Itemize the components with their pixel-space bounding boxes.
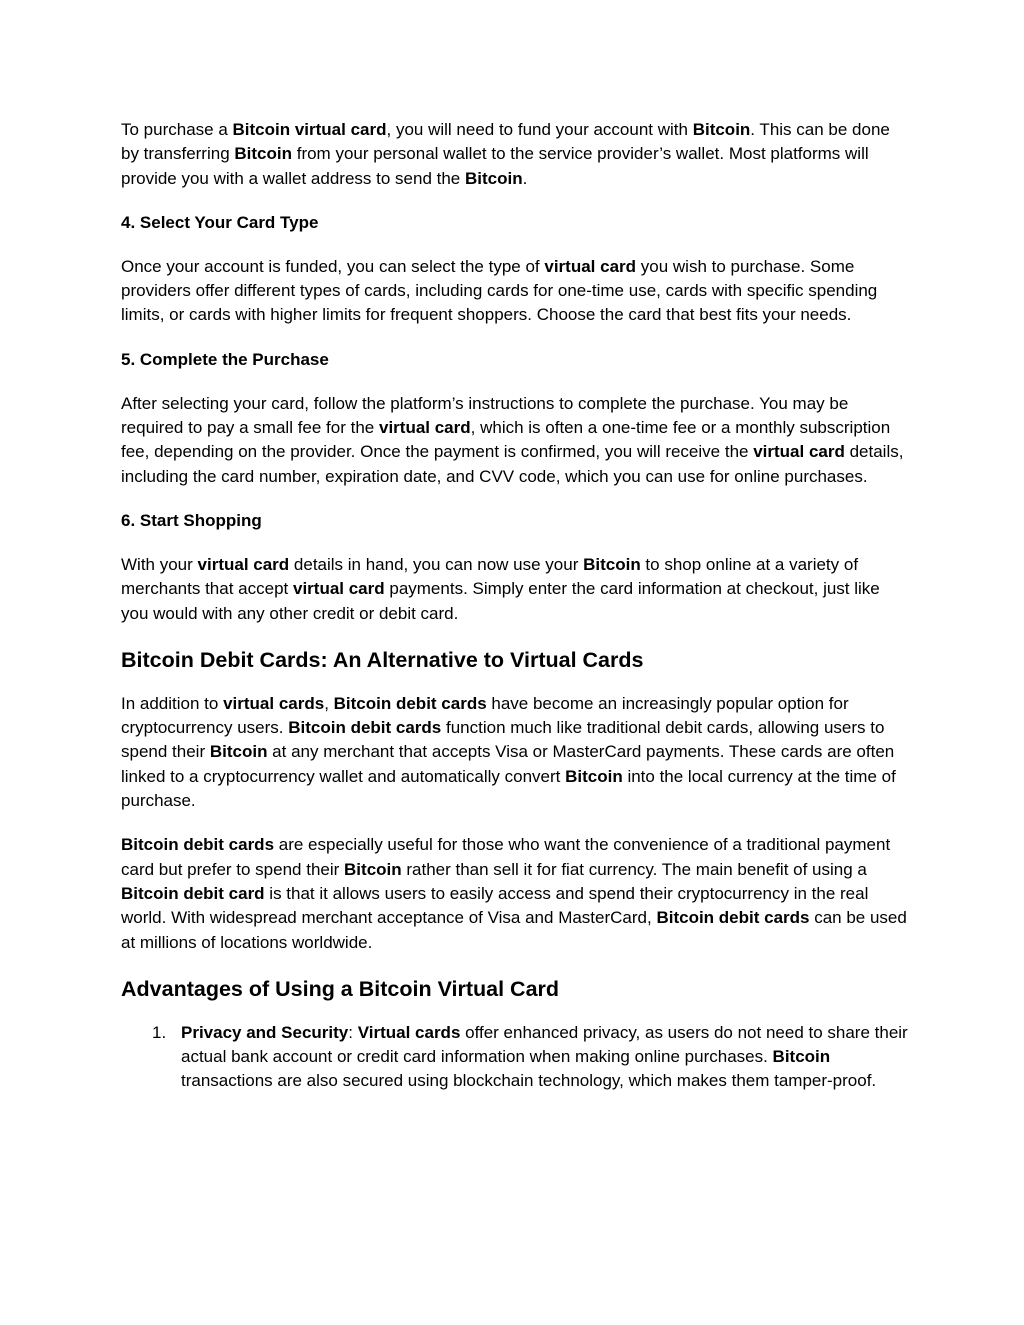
document-page [121, 118, 911, 1094]
text-span: is that it allows users to easily access and spend their cryptocurrency in the real world. With widespread merchant acceptance of Visa and MasterCard, [121, 883, 869, 928]
bold-term: Bitcoin [692, 120, 751, 139]
text-span: details in hand, you can now use your [289, 554, 584, 574]
bold-term: Bitcoin debit cards [656, 908, 810, 928]
bold-term: virtual card [197, 554, 290, 574]
text-span: transactions are also secured using blockchain technology, which makes them tamper-proof. [181, 1071, 877, 1091]
text-span: into the local currency at the time of purchase. [121, 766, 896, 811]
bold-term: virtual cards [223, 693, 325, 713]
heading-select-card-type: 4. Select Your Card Type [121, 212, 319, 232]
heading-bitcoin-debit-cards: Bitcoin Debit Cards: An Alternative to Virtual Cards [121, 647, 644, 672]
text-span: from your personal wallet to the service provider’s wallet. Most platforms will provide you with a wallet address to send the [121, 144, 869, 188]
bold-term: Bitcoin debit cards [121, 835, 275, 855]
heading-advantages: Advantages of Using a Bitcoin Virtual Card [121, 976, 560, 1001]
text-span: at any merchant that accepts Visa or MasterCard payments. These cards are often linked to a cryptocurrency wallet and automatically convert [121, 742, 895, 786]
text-span: you wish to purchase. Some providers offer different types of cards, including cards for one-time use, cards with specific spending limits, or cards with higher limits for frequent shoppers. Choose the card that best fits your needs. [121, 256, 878, 325]
bold-term: virtual card [753, 442, 845, 462]
text-span: In addition to [121, 693, 224, 713]
text-span: , which is often a one-time fee or a monthly subscription fee, depending on the provider. Once the payment is confirmed, you will receive the [121, 418, 891, 462]
bold-term: virtual card [378, 418, 471, 438]
bold-term: Bitcoin [772, 1047, 831, 1067]
bold-term: Bitcoin [565, 766, 623, 786]
paragraph-debit-cards-benefits [121, 833, 911, 954]
text-span: Once your account is funded, you can select the type of [121, 256, 545, 276]
text-span: After selecting your card, follow the platform’s instructions to complete the purchase. You may be required to pay a small fee for the [121, 393, 849, 438]
bold-term: Bitcoin [234, 144, 292, 164]
list-item-number: 1. [152, 1022, 167, 1042]
text-span: are especially useful for those who want the convenience of a traditional payment card but prefer to spend their [121, 835, 891, 879]
bold-term: Bitcoin debit cards [333, 693, 487, 713]
text-span: With your [121, 554, 198, 574]
paragraph-select-card [121, 255, 911, 328]
heading-complete-purchase: 5. Complete the Purchase [121, 349, 329, 369]
text-span: function much like traditional debit cards, allowing users to spend their [121, 718, 885, 762]
bold-term: Bitcoin [464, 168, 523, 188]
bold-term: virtual card [292, 579, 385, 599]
text-span: payments. Simply enter the card information at checkout, just like you would with any other credit or debit card. [121, 579, 880, 623]
text-span: , [324, 693, 334, 713]
text-span: can be used at millions of locations worldwide. [121, 908, 907, 952]
list-item [152, 1021, 911, 1094]
text-span: . This can be done by transferring [121, 120, 890, 164]
bold-term: virtual card [544, 256, 637, 276]
text-span: have become an increasingly popular option for cryptocurrency users. [121, 693, 849, 738]
text-span: . [522, 168, 528, 188]
paragraph-start-shopping [121, 553, 911, 626]
bold-term: Bitcoin virtual card [232, 120, 387, 139]
bold-term: Bitcoin [209, 742, 268, 762]
text-span: , you will need to fund your account with [386, 120, 693, 139]
bold-term: Bitcoin debit card [121, 883, 265, 903]
advantages-list [121, 1021, 911, 1094]
text-span: To purchase a [121, 120, 233, 139]
text-span: to shop online at a variety of merchants that accept [121, 554, 859, 599]
paragraph-complete-purchase [121, 392, 911, 489]
bold-term: Bitcoin [344, 859, 402, 879]
text-span: : [348, 1022, 358, 1042]
text-span: details, including the card number, expiration date, and CVV code, which you can use for online purchases. [121, 442, 904, 486]
bold-term: Bitcoin [583, 554, 641, 574]
paragraph-fund-account [121, 118, 911, 191]
text-span: rather than sell it for fiat currency. The main benefit of using a [401, 859, 867, 879]
bold-term: Privacy and Security [181, 1022, 349, 1042]
heading-start-shopping: 6. Start Shopping [121, 510, 262, 530]
bold-term: Virtual cards [357, 1022, 461, 1042]
text-span: offer enhanced privacy, as users do not need to share their actual bank account or credit card information when making online purchases. [181, 1022, 908, 1067]
paragraph-debit-cards-intro [121, 692, 911, 813]
bold-term: Bitcoin debit cards [288, 718, 442, 738]
